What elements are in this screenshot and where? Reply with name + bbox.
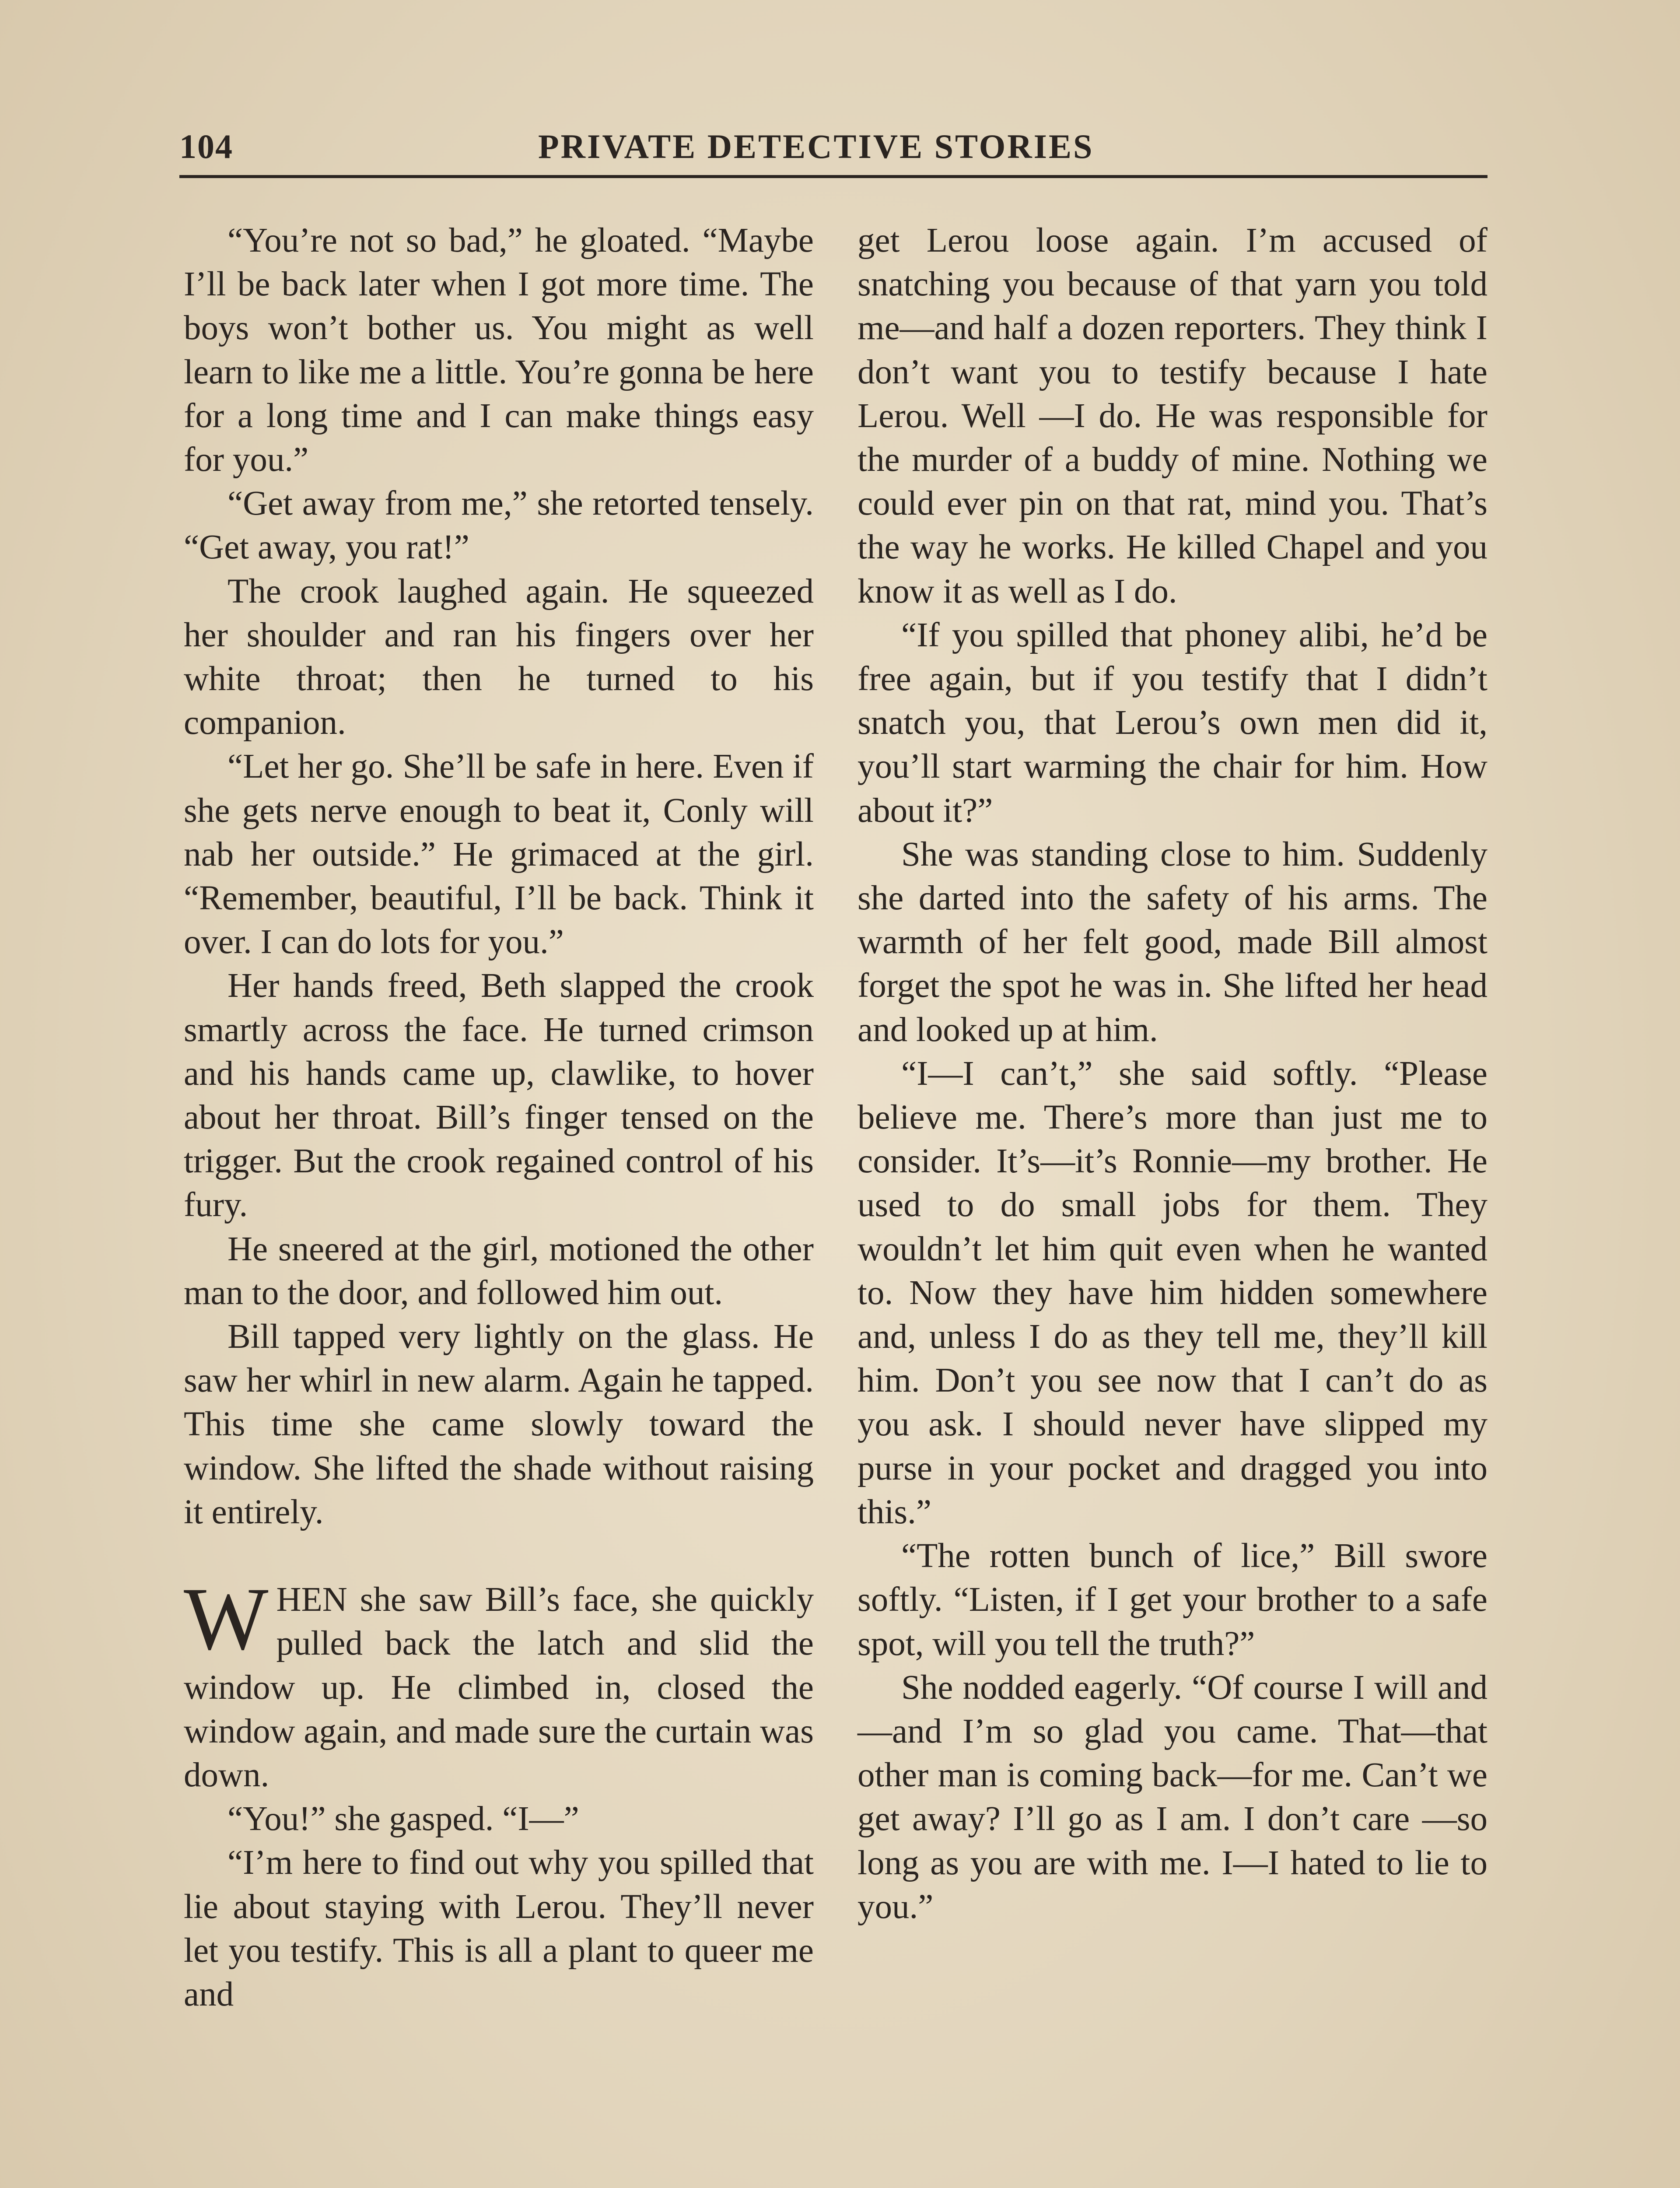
paragraph: “Let her go. She’ll be safe in here. Even if she gets nerve enough to beat it, Conly will nab her outside.” He grimaced at the girl. “Remember, beautiful, I’ll be back. Think it over. I can do lots for you.”: [184, 747, 814, 961]
paragraph: Bill tapped very lightly on the glass. He saw her whirl in new alarm. Again he tapped. This time she came slowly toward the window. She lifted the shade without raising it entirely.: [184, 1318, 814, 1531]
left-column: [184, 219, 814, 2016]
paragraph: “Get away from me,” she retorted tensely. “Get away, you rat!”: [184, 484, 814, 567]
right-column: [858, 219, 1488, 1929]
paragraph: “You!” she gasped. “I—”: [228, 1800, 579, 1838]
paragraph: “You’re not so bad,” he gloated. “Maybe I’ll be back later when I got more time. The boys won’t bother us. You might as well learn to like me a little. You’re gonna be here for a long time and I can make things easy for you.”: [184, 221, 814, 479]
page-header: [179, 123, 1488, 178]
paragraph: The crook laughed again. He squeezed her shoulder and ran his fingers over her white throat; then he turned to his companion.: [184, 572, 814, 742]
paragraph: “I—I can’t,” she said softly. “Please believe me. There’s more than just me to consider. It’s—it’s Ronnie—my brother. He used to do small jobs for them. They wouldn’t let him quit even when he wanted to. Now they have him hidden somewhere and, unless I do as they tell me, they’ll kill him. Don’t you see now that I can’t do as you ask. I should never have slipped my purse in your pocket and dragged you into this.”: [858, 1054, 1488, 1531]
dropcap-paragraph: [184, 1569, 814, 1797]
paragraph: “I’m here to find out why you spilled that lie about staying with Lerou. They’ll never let you testify. This is all a plant to queer me and: [184, 1844, 814, 2013]
page-number: 104: [179, 127, 233, 165]
paragraph: Her hands freed, Beth slapped the crook smartly across the face. He turned crimson and his hands came up, clawlike, to hover about her throat. Bill’s finger tensed on the trigger. But the crook regained control of his fury.: [184, 967, 814, 1224]
dropcap-paragraph-text: HEN she saw Bill’s face, she quickly pulled back the latch and slid the window up. He climbed in, closed the window again, and made sure the curtain was down.: [184, 1581, 814, 1794]
paragraph: “If you spilled that phoney alibi, he’d be free again, but if you testify that I didn’t snatch you, that Lerou’s own men did it, you’ll start warming the chair for him. How about it?”: [858, 616, 1488, 830]
paragraph: She was standing close to him. Suddenly she darted into the safety of his arms. The warmth of her felt good, made Bill almost forget the spot he was in. She lifted her head and looked up at him.: [858, 835, 1488, 1049]
paragraph: She nodded eagerly. “Of course I will and—and I’m so glad you came. That—that other man is coming back—for me. Can’t we get away? I’ll go as I am. I don’t care —so long as you are with me. I—I hated to lie to you.”: [858, 1668, 1488, 1926]
paragraph: He sneered at the girl, motioned the other man to the door, and followed him out.: [184, 1230, 814, 1312]
drop-cap: W: [184, 1569, 269, 1669]
running-title: PRIVATE DETECTIVE STORIES: [538, 127, 1094, 165]
continued-paragraph: get Lerou loose again. I’m accused of snatching you because of that yarn you told me—and half a dozen reporters. They think I don’t want you to testify because I hate Lerou. Well —I do. He was responsible for the murder of a buddy of mine. Nothing we could ever pin on that rat, mind you. That’s the way he works. He killed Chapel and you know it as well as I do.: [858, 221, 1488, 610]
paragraph: “The rotten bunch of lice,” Bill swore softly. “Listen, if I get your brother to a safe spot, will you tell the truth?”: [858, 1537, 1488, 1663]
